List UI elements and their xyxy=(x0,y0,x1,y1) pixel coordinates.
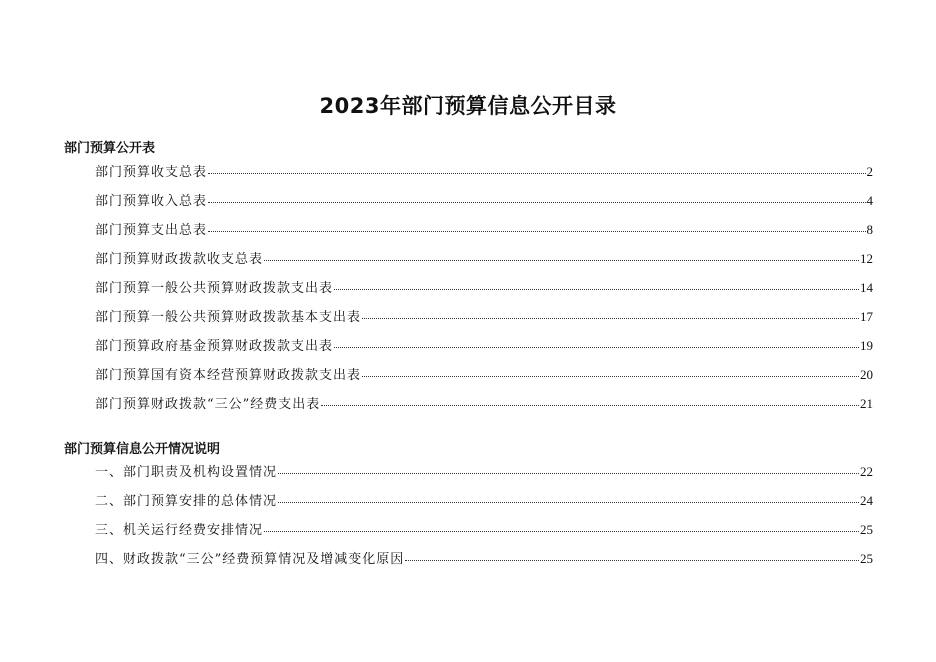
toc-entry-revenue-summary[interactable] xyxy=(95,190,873,219)
toc-entry-label: 部门预算支出总表 xyxy=(95,223,208,238)
toc-entry-label: 部门预算财政拨款收支总表 xyxy=(95,252,264,267)
dot-leader xyxy=(321,404,859,406)
page-title: 2023年部门预算信息公开目录 xyxy=(319,94,617,118)
toc-entry-label: 部门预算一般公共预算财政拨款支出表 xyxy=(95,281,334,296)
toc-entry-government-fund-expenditure[interactable] xyxy=(95,335,873,364)
toc-entry-label: 部门预算国有资本经营预算财政拨款支出表 xyxy=(95,368,362,383)
toc-list-disclosure-notes xyxy=(95,461,873,577)
toc-entry-general-public-expenditure[interactable] xyxy=(95,277,873,306)
dot-leader xyxy=(264,259,859,261)
section-heading-disclosure-notes: 部门预算信息公开情况说明 xyxy=(64,442,221,457)
toc-entry-fiscal-allocation-summary[interactable] xyxy=(95,248,873,277)
toc-entry-overall-arrangement[interactable] xyxy=(95,490,873,519)
toc-entry-page-number: 17 xyxy=(860,309,873,324)
dot-leader xyxy=(208,230,865,232)
toc-entry-label: 部门预算收支总表 xyxy=(95,165,208,180)
toc-entry-label: 二、部门预算安排的总体情况 xyxy=(95,494,278,509)
toc-entry-label: 部门预算一般公共预算财政拨款基本支出表 xyxy=(95,310,362,325)
toc-entry-page-number: 21 xyxy=(860,396,873,411)
toc-entry-general-public-basic-expenditure[interactable] xyxy=(95,306,873,335)
toc-entry-responsibilities[interactable] xyxy=(95,461,873,490)
toc-entry-label: 部门预算财政拨款“三公”经费支出表 xyxy=(95,397,321,412)
section-heading-budget-tables: 部门预算公开表 xyxy=(64,141,156,156)
toc-entry-label: 一、部门职责及机构设置情况 xyxy=(95,465,278,480)
toc-entry-page-number: 24 xyxy=(860,493,873,508)
dot-leader xyxy=(264,530,859,532)
toc-entry-three-public-budget-changes[interactable] xyxy=(95,548,873,577)
toc-entry-page-number: 20 xyxy=(860,367,873,382)
toc-entry-label: 四、财政拨款“三公”经费预算情况及增减变化原因 xyxy=(95,552,405,567)
toc-entry-page-number: 22 xyxy=(860,464,873,479)
dot-leader xyxy=(208,172,865,174)
toc-entry-page-number: 8 xyxy=(866,222,873,237)
toc-entry-operating-funds[interactable] xyxy=(95,519,873,548)
dot-leader xyxy=(334,288,859,290)
toc-entry-three-public-expenditure[interactable] xyxy=(95,393,873,422)
dot-leader xyxy=(278,501,859,503)
toc-entry-page-number: 12 xyxy=(860,251,873,266)
dot-leader xyxy=(208,201,865,203)
toc-entry-label: 部门预算收入总表 xyxy=(95,194,208,209)
toc-list-budget-tables xyxy=(95,161,873,422)
toc-entry-revenue-expenditure-summary[interactable] xyxy=(95,161,873,190)
dot-leader xyxy=(362,317,859,319)
dot-leader xyxy=(362,375,859,377)
toc-entry-expenditure-summary[interactable] xyxy=(95,219,873,248)
toc-entry-page-number: 25 xyxy=(860,522,873,537)
toc-entry-label: 三、机关运行经费安排情况 xyxy=(95,523,264,538)
toc-entry-label: 部门预算政府基金预算财政拨款支出表 xyxy=(95,339,334,354)
toc-entry-page-number: 4 xyxy=(866,193,873,208)
dot-leader xyxy=(405,559,859,561)
toc-entry-page-number: 2 xyxy=(866,164,873,179)
toc-entry-state-capital-expenditure[interactable] xyxy=(95,364,873,393)
dot-leader xyxy=(334,346,859,348)
toc-entry-page-number: 25 xyxy=(860,551,873,566)
dot-leader xyxy=(278,472,859,474)
toc-entry-page-number: 19 xyxy=(860,338,873,353)
toc-entry-page-number: 14 xyxy=(860,280,873,295)
